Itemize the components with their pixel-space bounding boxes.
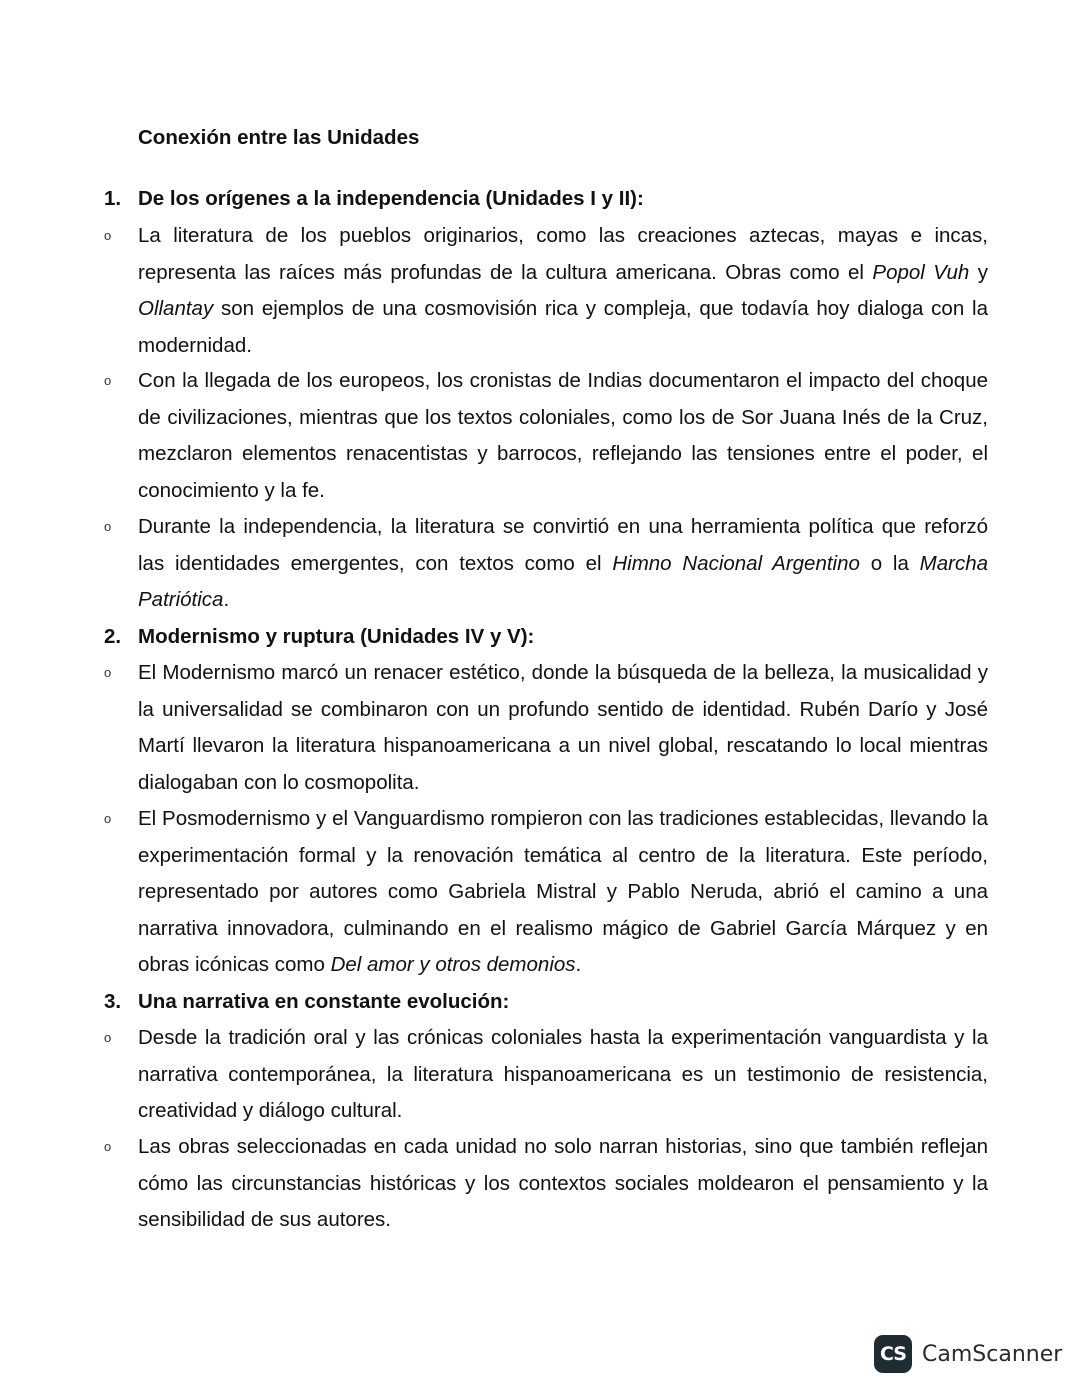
list-item-text xyxy=(138,363,988,509)
camscanner-logo-icon: CS xyxy=(874,1335,912,1373)
list-item-text xyxy=(138,1129,988,1239)
text-run: La literatura de los pueblos originarios, como las creaciones aztecas, mayas e incas, representa las raíces más profundas de la cultura americana. Obras como el xyxy=(138,224,988,284)
list-item xyxy=(104,218,990,364)
list-item xyxy=(104,655,990,801)
list-item xyxy=(104,1020,990,1130)
section-heading xyxy=(104,185,994,213)
section-number: 3. xyxy=(104,990,122,1013)
section-number: 2. xyxy=(104,625,122,648)
bullet-circle-icon: o xyxy=(104,1030,112,1045)
list-item-text xyxy=(138,801,988,984)
camscanner-watermark xyxy=(874,1334,1062,1374)
bullet-circle-icon: o xyxy=(104,228,112,243)
bullet-circle-icon: o xyxy=(104,811,112,826)
list-item-text xyxy=(138,655,988,801)
list-item-text xyxy=(138,1020,988,1130)
text-run: . xyxy=(223,588,230,611)
text-run: Las obras seleccionadas en cada unidad no solo narran historias, sino que también reflejan cómo las circunstancias históricas y los contextos sociales moldearon el pensamiento y la sensibilidad de sus autores. xyxy=(138,1135,988,1231)
text-run: Con la llegada de los europeos, los cronistas de Indias documentaron el impacto del choque de civilizaciones, mientras que los textos coloniales, como los de Sor Juana Inés de la Cruz, mezclaron elementos renacentistas y barrocos, reflejando las tensiones entre el poder, el conocimiento y la fe. xyxy=(138,369,988,502)
text-run: Desde la tradición oral y las crónicas coloniales hasta la experimentación vanguardista y la narrativa contemporánea, la literatura hispanoamericana es un testimonio de resistencia, creatividad y diálogo cultural. xyxy=(138,1026,988,1122)
list-item-text xyxy=(138,218,988,364)
work-title: Ollantay xyxy=(138,297,214,320)
work-title: Marcha Patriótica xyxy=(138,551,988,611)
text-run: Durante la independencia, la literatura se convirtió en una herramienta política que reforzó las identidades emergentes, con textos como el xyxy=(138,515,988,575)
section-title: Modernismo y ruptura (Unidades IV y V): xyxy=(138,625,535,648)
text-run: son ejemplos de una cosmovisión rica y compleja, que todavía hoy dialoga con la modernidad. xyxy=(138,297,988,357)
list-item xyxy=(104,363,990,509)
bullet-circle-icon: o xyxy=(104,1139,112,1154)
bullet-circle-icon: o xyxy=(104,519,112,534)
text-run: o la xyxy=(859,551,920,575)
work-title: Himno Nacional Argentino xyxy=(612,551,860,575)
text-run: El Posmodernismo y el Vanguardismo rompieron con las tradiciones establecidas, llevando la experimentación formal y la renovación temática al centro de la literatura. Este período, representado por autores como Gabriela Mistral y Pablo Neruda, abrió el camino a una narrativa innovadora, culminando en el realismo mágico de Gabriel García Márquez y en obras icónicas como xyxy=(138,807,988,976)
camscanner-brand-text: CamScanner xyxy=(922,1341,1063,1367)
document-title: Conexión entre las Unidades xyxy=(138,126,420,149)
list-item xyxy=(104,509,990,619)
text-run: El Modernismo marcó un renacer estético, donde la búsqueda de la belleza, la musicalidad y la universalidad se combinaron con un profundo sentido de identidad. Rubén Darío y José Martí llevaron la literatura hispanoamericana a un nivel global, rescatando lo local mientras dialogaban con lo cosmopolita. xyxy=(138,661,988,794)
list-item xyxy=(104,1129,990,1239)
list-item-text xyxy=(138,509,988,619)
section-title: Una narrativa en constante evolución: xyxy=(138,990,510,1013)
text-run: . xyxy=(575,953,582,976)
section-heading xyxy=(104,988,994,1016)
section-number: 1. xyxy=(104,187,122,210)
work-title: Del amor y otros demonios xyxy=(330,953,576,976)
section-title: De los orígenes a la independencia (Unidades I y II): xyxy=(138,187,644,210)
work-title: Popol Vuh xyxy=(872,260,970,284)
bullet-circle-icon: o xyxy=(104,373,112,388)
list-item xyxy=(104,801,990,984)
section-heading xyxy=(104,623,994,651)
bullet-circle-icon: o xyxy=(104,665,112,680)
text-run: y xyxy=(969,260,988,284)
